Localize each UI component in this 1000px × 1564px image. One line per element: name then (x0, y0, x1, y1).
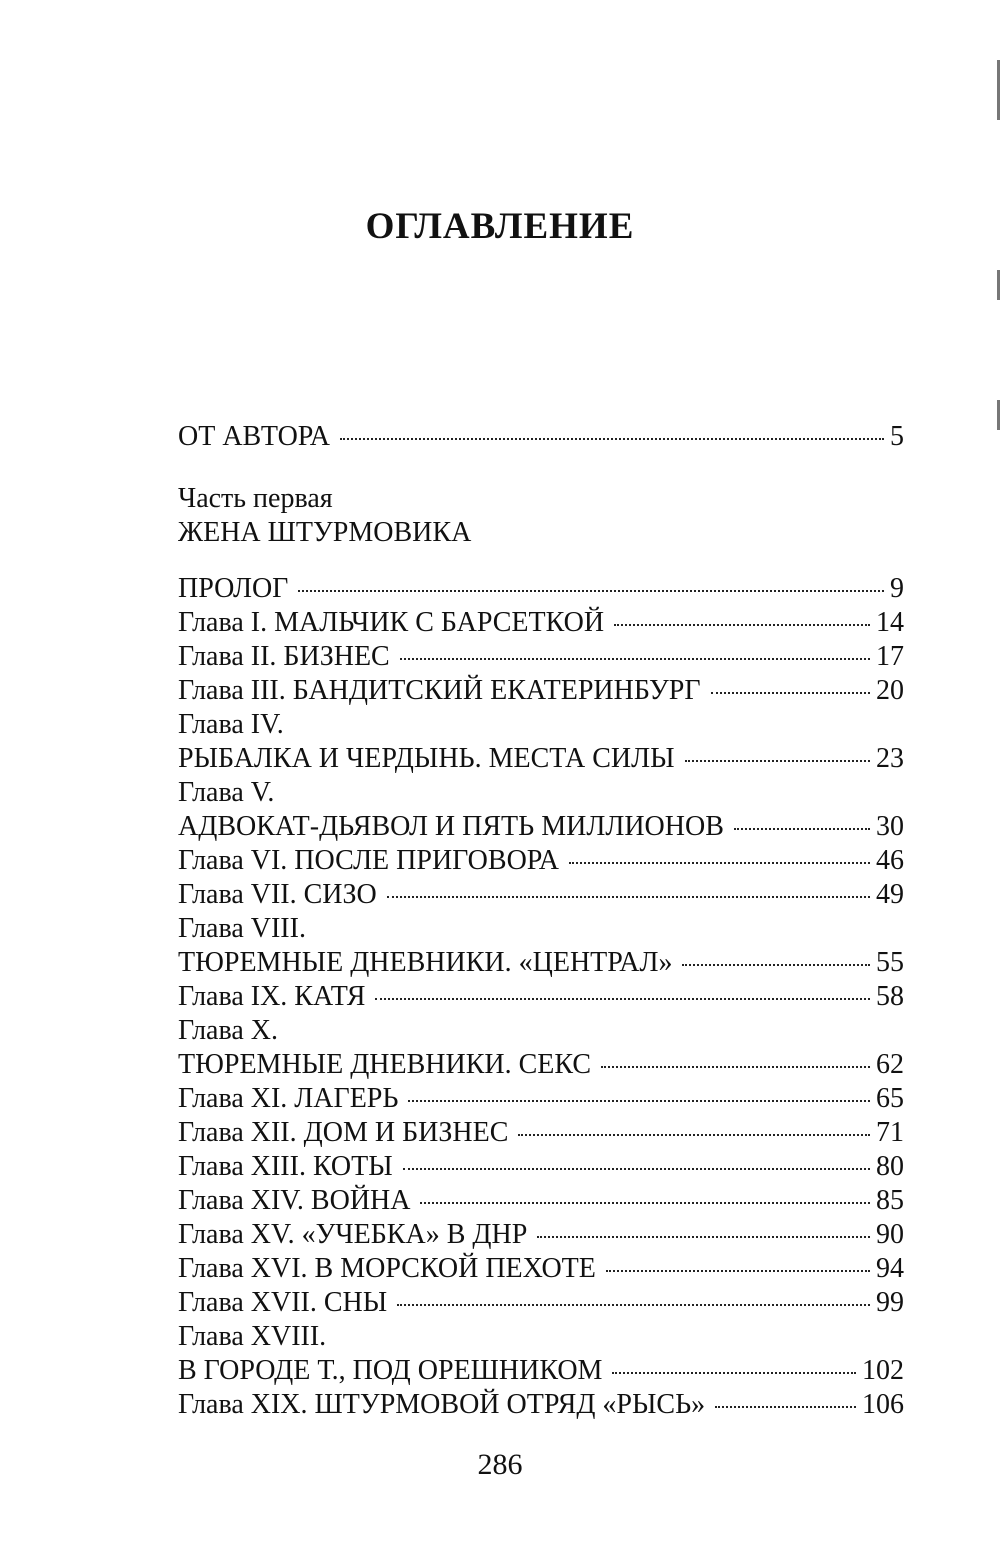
toc-entry-ch2 (178, 640, 904, 674)
dot-leader (606, 1270, 870, 1272)
toc-entry-label: Глава II. БИЗНЕС (178, 641, 390, 672)
toc-entry-label: Глава III. БАНДИТСКИЙ ЕКАТЕРИНБУРГ (178, 675, 701, 706)
toc-entry-page: 58 (876, 981, 904, 1012)
dot-leader (408, 1100, 870, 1102)
dot-leader (614, 624, 870, 626)
toc-entry-page: 9 (890, 573, 904, 604)
toc-entry-ch12 (178, 1116, 904, 1150)
toc-entry-ch10 (178, 1048, 904, 1082)
toc-entry-page: 17 (876, 641, 904, 672)
toc-entry-page: 49 (876, 879, 904, 910)
toc-entry-label: ПРОЛОГ (178, 573, 289, 604)
toc-entry-ch11 (178, 1082, 904, 1116)
dot-leader (711, 692, 870, 694)
page-number: 286 (477, 1448, 523, 1481)
toc-entry-label: Глава XI. ЛАГЕРЬ (178, 1083, 399, 1114)
toc-chapter-heading: Глава XVIII. (178, 1321, 327, 1352)
toc-entry-page: 20 (876, 675, 904, 706)
dot-leader (387, 896, 870, 898)
toc-entry-page: 94 (876, 1253, 904, 1284)
toc-entry-page: 23 (876, 743, 904, 774)
toc-entry-page: 71 (876, 1117, 904, 1148)
toc-entry-label: ТЮРЕМНЫЕ ДНЕВНИКИ. «ЦЕНТРАЛ» (178, 947, 673, 978)
dot-leader (601, 1066, 870, 1068)
toc-entry-ch7 (178, 878, 904, 912)
toc-entry-ch1 (178, 606, 904, 640)
toc-entry-ch6 (178, 844, 904, 878)
toc-entry-label: Глава I. МАЛЬЧИК С БАРСЕТКОЙ (178, 607, 605, 638)
toc-entry-ch13 (178, 1150, 904, 1184)
toc-entry-label: Глава XIII. КОТЫ (178, 1151, 393, 1182)
dot-leader (420, 1202, 870, 1204)
toc-entry-ch5 (178, 810, 904, 844)
page-title: ОГЛАВЛЕНИЕ (365, 206, 635, 247)
toc-chapter-heading: Глава IV. (178, 709, 284, 740)
toc-entry-page: 55 (876, 947, 904, 978)
toc-entry-prologue (178, 572, 904, 606)
toc-entry-page: 102 (862, 1355, 904, 1386)
dot-leader (340, 438, 884, 440)
toc-entry-ch17 (178, 1286, 904, 1320)
toc-entry-ch4 (178, 742, 904, 776)
dot-leader (400, 658, 870, 660)
toc-entry-page: 85 (876, 1185, 904, 1216)
toc-entry-ch18 (178, 1354, 904, 1388)
toc-entry-label: Глава XV. «УЧЕБКА» В ДНР (178, 1219, 528, 1250)
toc-entry-ch14 (178, 1184, 904, 1218)
dot-leader (537, 1236, 870, 1238)
toc-entry-page: 99 (876, 1287, 904, 1318)
toc-entry-page: 80 (876, 1151, 904, 1182)
toc-entry-label: РЫБАЛКА И ЧЕРДЫНЬ. МЕСТА СИЛЫ (178, 743, 675, 774)
dot-leader (612, 1372, 856, 1374)
toc-entry-page: 62 (876, 1049, 904, 1080)
toc-entry-page: 5 (890, 421, 904, 452)
toc-entry-label: Глава IX. КАТЯ (178, 981, 366, 1012)
toc-entry-label: АДВОКАТ-ДЬЯВОЛ И ПЯТЬ МИЛЛИОНОВ (178, 811, 724, 842)
toc-chapter-heading: Глава X. (178, 1015, 278, 1046)
toc-entry-page: 46 (876, 845, 904, 876)
toc-entry-author-note (178, 420, 904, 454)
toc-entry-label: Глава XIV. ВОЙНА (178, 1185, 411, 1216)
toc-entry-page: 30 (876, 811, 904, 842)
toc-entry-label: Глава VI. ПОСЛЕ ПРИГОВОРА (178, 845, 559, 876)
toc-entry-label: Глава XII. ДОМ И БИЗНЕС (178, 1117, 509, 1148)
toc-entry-ch15 (178, 1218, 904, 1252)
dot-leader (715, 1406, 856, 1408)
toc-entry-ch19 (178, 1388, 904, 1422)
toc-entry-ch8 (178, 946, 904, 980)
dot-leader (685, 760, 870, 762)
dot-leader (298, 590, 884, 592)
toc-entry-label: Глава VII. СИЗО (178, 879, 377, 910)
toc-chapter-heading: Глава VIII. (178, 913, 306, 944)
dot-leader (518, 1134, 870, 1136)
toc-entry-page: 90 (876, 1219, 904, 1250)
toc-entry-label: Глава XIX. ШТУРМОВОЙ ОТРЯД «РЫСЬ» (178, 1389, 706, 1420)
toc-entry-label: В ГОРОДЕ Т., ПОД ОРЕШНИКОМ (178, 1355, 603, 1386)
part-title: ЖЕНА ШТУРМОВИКА (178, 517, 472, 548)
toc-entry-ch3 (178, 674, 904, 708)
toc-entry-ch9 (178, 980, 904, 1014)
dot-leader (734, 828, 870, 830)
toc-entry-label: Глава XVI. В МОРСКОЙ ПЕХОТЕ (178, 1253, 596, 1284)
dot-leader (403, 1168, 870, 1170)
dot-leader (682, 964, 870, 966)
toc-entry-page: 106 (862, 1389, 904, 1420)
toc-entry-label: ОТ АВТОРА (178, 421, 331, 452)
toc-entry-ch16 (178, 1252, 904, 1286)
toc-entry-page: 14 (876, 607, 904, 638)
toc-entry-label: ТЮРЕМНЫЕ ДНЕВНИКИ. СЕКС (178, 1049, 592, 1080)
toc-chapter-heading: Глава V. (178, 777, 275, 808)
toc-entry-label: Глава XVII. СНЫ (178, 1287, 388, 1318)
part-label: Часть первая (178, 483, 333, 514)
dot-leader (569, 862, 870, 864)
dot-leader (397, 1304, 870, 1306)
toc-entry-page: 65 (876, 1083, 904, 1114)
table-of-contents (178, 420, 904, 1422)
dot-leader (375, 998, 870, 1000)
